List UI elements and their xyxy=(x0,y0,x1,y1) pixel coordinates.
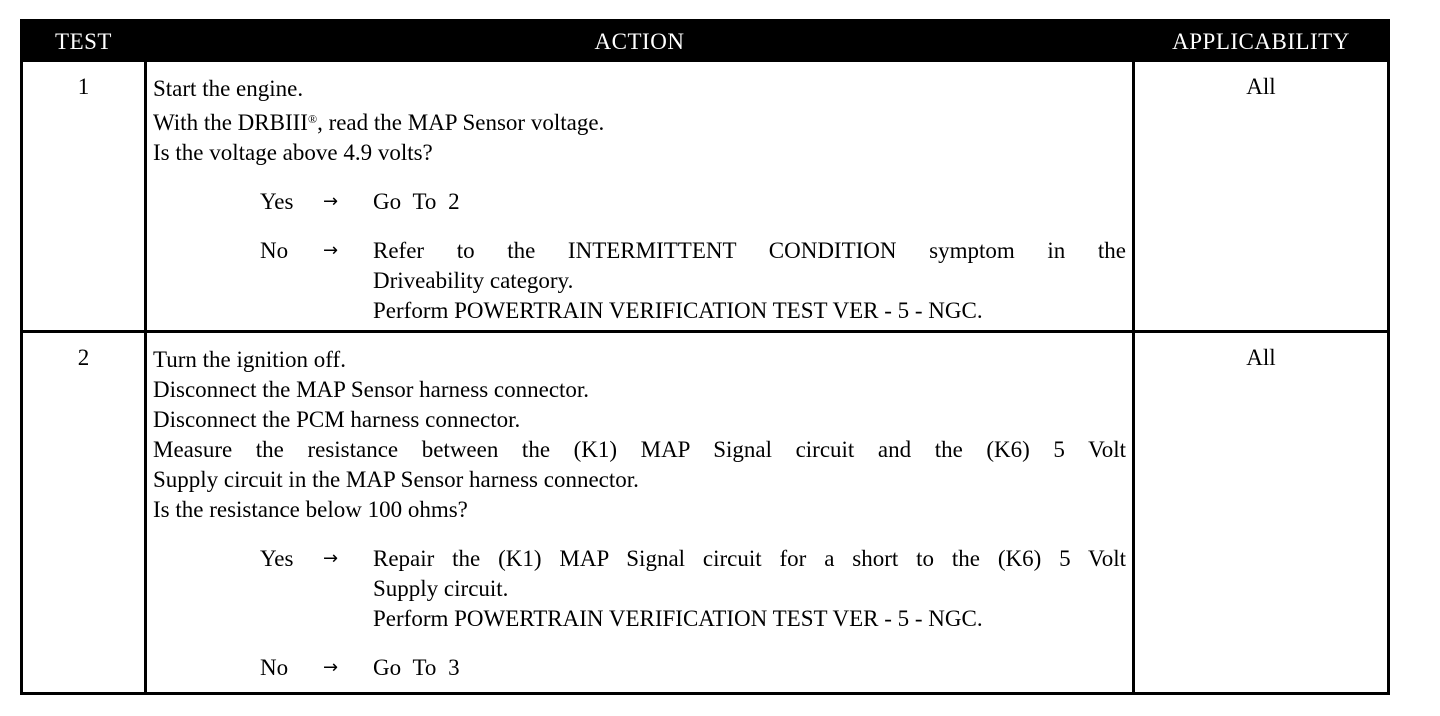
registered-mark: ® xyxy=(307,112,318,126)
instruction-line: Supply circuit in the MAP Sensor harness connector. xyxy=(153,467,639,492)
no-result-line: Refer to the INTERMITTENT CONDITION symptom in the xyxy=(373,238,1126,263)
header-test: TEST xyxy=(55,29,112,54)
column-divider-test xyxy=(144,62,147,692)
test-number-2: 2 xyxy=(77,345,90,370)
instruction-line: Disconnect the PCM harness connector. xyxy=(153,407,521,432)
arrow-right-icon: → xyxy=(323,191,339,212)
action-step-1 xyxy=(153,74,1126,326)
header-applicability: APPLICABILITY xyxy=(1172,29,1350,54)
applicability-1: All xyxy=(1246,74,1276,99)
no-result: Go To 3 xyxy=(373,655,460,680)
yes-result-line: Repair the (K1) MAP Signal circuit for a short to the (K6) 5 Volt xyxy=(373,546,1126,571)
header-action: ACTION xyxy=(594,29,685,54)
arrow-right-icon: → xyxy=(323,548,339,569)
no-label: No xyxy=(260,655,289,680)
column-divider-applicability xyxy=(1132,62,1135,692)
arrow-right-icon: → xyxy=(323,240,339,261)
yes-result-line: Perform POWERTRAIN VERIFICATION TEST VER - 5 - NGC. xyxy=(373,606,983,631)
instruction-line: With the DRBIII®, read the MAP Sensor voltage. xyxy=(153,110,605,135)
no-result-line: Driveability category. xyxy=(373,268,574,293)
question-line: Is the voltage above 4.9 volts? xyxy=(153,140,433,165)
diagnostic-test-table xyxy=(20,19,1390,695)
yes-option xyxy=(153,544,1126,634)
action-step-2 xyxy=(153,345,1126,683)
arrow-right-icon: → xyxy=(323,657,339,678)
instruction-line: Disconnect the MAP Sensor harness connector. xyxy=(153,377,590,402)
instruction-line: Start the engine. xyxy=(153,76,304,101)
no-result-line: Perform POWERTRAIN VERIFICATION TEST VER - 5 - NGC. xyxy=(373,298,983,323)
test-number-1: 1 xyxy=(77,74,90,99)
no-option xyxy=(153,653,1126,683)
applicability-2: All xyxy=(1246,345,1276,370)
instruction-line: Measure the resistance between the (K1) MAP Signal circuit and the (K6) 5 Volt xyxy=(153,437,1126,462)
no-label: No xyxy=(260,238,289,263)
yes-label: Yes xyxy=(260,189,294,214)
table-header xyxy=(23,22,1387,62)
yes-result-line: Supply circuit. xyxy=(373,576,509,601)
yes-option xyxy=(153,187,1126,217)
question-line: Is the resistance below 100 ohms? xyxy=(153,497,468,522)
yes-result: Go To 2 xyxy=(373,189,460,214)
no-option xyxy=(153,236,1126,326)
yes-label: Yes xyxy=(260,546,294,571)
row-divider xyxy=(23,330,1387,333)
instruction-line: Turn the ignition off. xyxy=(153,347,346,372)
